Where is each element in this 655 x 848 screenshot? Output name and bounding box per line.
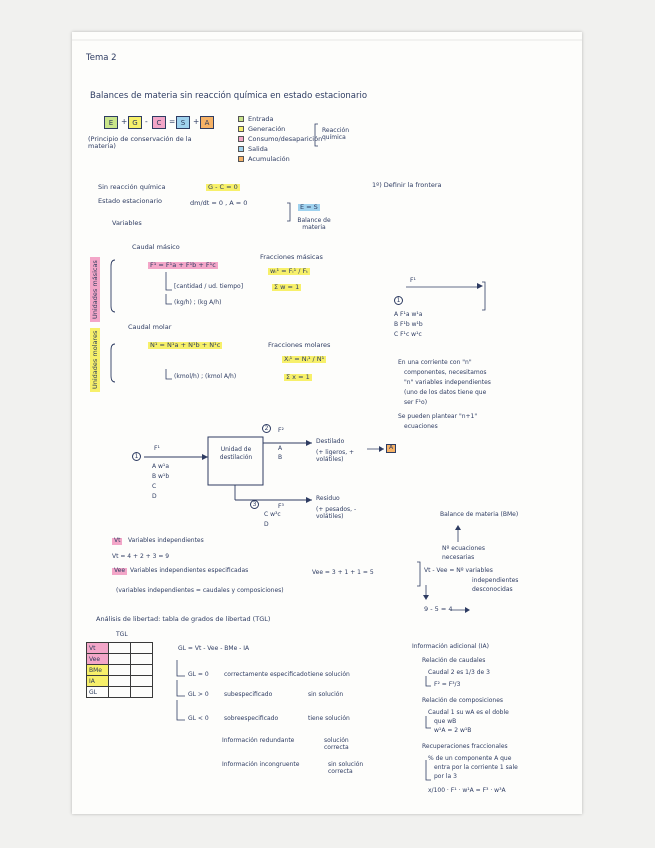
variables-label: Variables (112, 219, 142, 227)
stream-var-b: B F¹b w¹b (394, 321, 423, 328)
gl-case-3-result: tiene solución (308, 715, 350, 722)
ia-3d: x/100 · F¹ · w¹A = F³ · w³A (428, 787, 506, 794)
ia-3: Recuperaciones fraccionales (422, 743, 508, 750)
box-salida: S (176, 116, 190, 129)
caudal-masico-units: (kg/h) ; (kg A/h) (174, 299, 222, 306)
fracciones-masicas-label: Fracciones másicas (260, 253, 323, 261)
bm-right-4: independientes (472, 577, 519, 584)
gl-case-2-cond: GL > 0 (188, 691, 209, 698)
balance-result-note: Balance de materia (297, 217, 331, 231)
note-stream-3: "n" variables independientes (404, 379, 491, 386)
legend-swatch-acumulacion (238, 156, 244, 162)
vt-eq: Vt = 4 + 2 + 3 = 9 (112, 553, 170, 560)
gl-case-1-result: tiene solución (308, 671, 350, 678)
in-comp-b: B w¹b (152, 473, 170, 480)
step-define-boundary: 1º) Definir la frontera (372, 181, 442, 189)
bm-right-5: desconocidas (472, 586, 513, 593)
box-consumo: C (152, 116, 166, 129)
vee-eq: Vee = 3 + 1 + 1 = 5 (312, 569, 374, 576)
bottom-comp-d: D (264, 521, 269, 528)
fracciones-molares-eq: Xᵢ¹ = Nᵢ¹ / N¹ (284, 355, 325, 363)
reaction-note: Reacción química (322, 127, 350, 141)
ia-1: Relación de caudales (422, 657, 486, 664)
bottom-comp-c: C w³c (264, 511, 281, 518)
box-generacion: G (128, 116, 142, 129)
bm-right-3: Vt - Vee = Nº variables (424, 567, 493, 574)
op-minus: - (145, 117, 148, 126)
in-node: 1 (132, 452, 141, 461)
ia-2c: w¹A = 2 w¹B (434, 727, 472, 734)
ia-2a: Caudal 1 su wA es el doble (428, 709, 509, 716)
info-redundante: Información redundante (222, 737, 295, 744)
note-stream-7: ecuaciones (404, 423, 438, 430)
caudal-masico-label: Caudal másico (132, 243, 180, 251)
note-stream-6: Se pueden plantear "n+1" (398, 413, 478, 420)
op-equals: = (169, 117, 176, 126)
tgl-title: TGL (116, 631, 128, 638)
side-label-masicas: Unidades másicas (90, 257, 100, 322)
gl-case-2-result: sin solución (308, 691, 344, 698)
side-label-molares: Unidades molares (90, 328, 100, 392)
top-stream-label: F² (278, 427, 284, 434)
steady-state-eq: dm/dt = 0 , A = 0 (190, 199, 248, 207)
fracciones-masicas-eq: wᵢ¹ = Fᵢ¹ / Fₜ (270, 267, 309, 275)
legend-swatch-generacion (238, 126, 244, 132)
gl-case-3-desc: sobreespecificado (224, 715, 279, 722)
legend-swatch-entrada (238, 116, 244, 122)
tgl-row-label: Vee (87, 654, 109, 665)
caudal-molar-units: (kmol/h) ; (kmol A/h) (174, 373, 237, 380)
op-plus-2: + (193, 117, 200, 126)
section-heading: Balances de materia sin reacción química en estado estacionario (90, 91, 368, 101)
tgl-table (86, 642, 153, 698)
info-incongruente: Información incongruente (222, 761, 300, 768)
notebook-page (72, 32, 582, 814)
gl-case-1-cond: GL = 0 (188, 671, 209, 678)
ia-3b: entra por la corriente 1 sale (434, 764, 518, 771)
top-node: 2 (262, 424, 271, 433)
box-acumulacion: A (200, 116, 214, 129)
bm-right-1: Nº ecuaciones (442, 545, 485, 552)
top-comp-a: A (278, 445, 283, 452)
note-stream-2: componentes, necesitamos (404, 369, 487, 376)
in-comp-a: A w¹a (152, 463, 170, 470)
grados-heading: Análisis de libertad: tabla de grados de libertad (TGL) (96, 615, 271, 623)
legend-swatch-consumo (238, 136, 244, 142)
in-comp-c: C (152, 483, 157, 490)
principle-note: (Principio de conservación de la materia) (88, 135, 192, 151)
op-plus: + (121, 117, 128, 126)
info-incongruente-result: sin solución correcta (328, 761, 364, 775)
info-redundante-result: solución correcta (324, 737, 349, 751)
sum-w: Σ w = 1 (274, 283, 300, 291)
ia-1b: F² = F³/3 (434, 681, 461, 688)
note-stream-4: (uno de los datos tiene que (404, 389, 487, 396)
top-comp-b: B (278, 454, 283, 461)
stream-node-1: 1 (394, 296, 403, 305)
tgl-row-label: Vt (87, 643, 109, 654)
legend-generacion: Generación (248, 125, 286, 133)
steady-state-label: Estado estacionario (98, 197, 163, 205)
ia-title: Información adicional (IA) (412, 643, 489, 650)
caudal-molar-eq: N¹ = N¹a + N¹b + N¹c (150, 341, 221, 349)
bottom-node: 3 (250, 500, 259, 509)
ia-3a: % de un componente A que (428, 755, 512, 762)
no-reaction-eq: G - C = 0 (208, 183, 238, 191)
legend-salida: Salida (248, 145, 268, 153)
bm-result: 9 - 5 = 4 (424, 605, 453, 613)
bottom-stream-label: F³ (278, 503, 284, 510)
legend-acumulacion: Acumulación (248, 155, 290, 163)
caudal-masico-units-top: [cantidad / ud. tiempo] (174, 283, 244, 290)
tgl-row-label: GL (87, 687, 109, 698)
legend-entrada: Entrada (248, 115, 274, 123)
caudal-masico-eq: F¹ = F¹a + F¹b + F¹c (150, 261, 216, 269)
vee-label: Vee (114, 567, 126, 574)
ia-2b: que wB (434, 718, 457, 725)
in-comp-d: D (152, 493, 157, 500)
vt-desc: Variables independientes (128, 537, 204, 544)
top-product-detail: (+ ligeros, + volátiles) (316, 449, 355, 463)
stream-label: F¹ (410, 277, 416, 284)
vee-desc: Variables independientes especificadas (130, 567, 249, 574)
sum-x: Σ x = 1 (286, 373, 310, 381)
bottom-product-detail: (+ pesados, - volátiles) (316, 506, 357, 520)
no-reaction-label: Sin reacción química (98, 183, 166, 191)
distillation-unit-label: Unidad de destilación (219, 446, 253, 462)
tgl-row-label: BMe (87, 665, 109, 676)
gl-eq: GL = Vt - Vee - BMe - IA (178, 645, 250, 652)
gl-case-2-desc: subespecificado (224, 691, 273, 698)
gl-case-3-cond: GL < 0 (188, 715, 209, 722)
box-entrada: E (104, 116, 118, 129)
ia-2: Relación de composiciones (422, 697, 504, 704)
vt-label: Vt (114, 537, 121, 544)
page-title: Tema 2 (86, 53, 117, 63)
bm-box: Balance de materia (BMe) (440, 511, 519, 518)
ia-3c: por la 3 (434, 773, 457, 780)
gl-case-1-desc: correctamente especificado (224, 671, 308, 678)
balance-result: E = S (300, 203, 318, 211)
stream-var-a: A F¹a w¹a (394, 311, 423, 318)
vee-note: (variables independientes = caudales y composiciones) (116, 587, 284, 594)
stream-var-c: C F¹c w¹c (394, 331, 422, 338)
legend-swatch-salida (238, 146, 244, 152)
note-stream-1: En una corriente con "n" (398, 359, 472, 366)
bm-right-2: necesarias (442, 554, 475, 561)
legend-consumo: Consumo/desaparición (248, 135, 323, 143)
fracciones-molares-label: Fracciones molares (268, 341, 331, 349)
ia-1a: Caudal 2 es 1/3 de 3 (428, 669, 490, 676)
note-stream-5: ser F¹o) (404, 399, 428, 406)
bottom-product: Residuo (316, 495, 340, 502)
caudal-molar-label: Caudal molar (128, 323, 172, 331)
in-stream-label: F¹ (154, 445, 160, 452)
tgl-row-label: IA (87, 676, 109, 687)
top-extra: A (386, 444, 396, 453)
top-product: Destilado (316, 438, 345, 445)
